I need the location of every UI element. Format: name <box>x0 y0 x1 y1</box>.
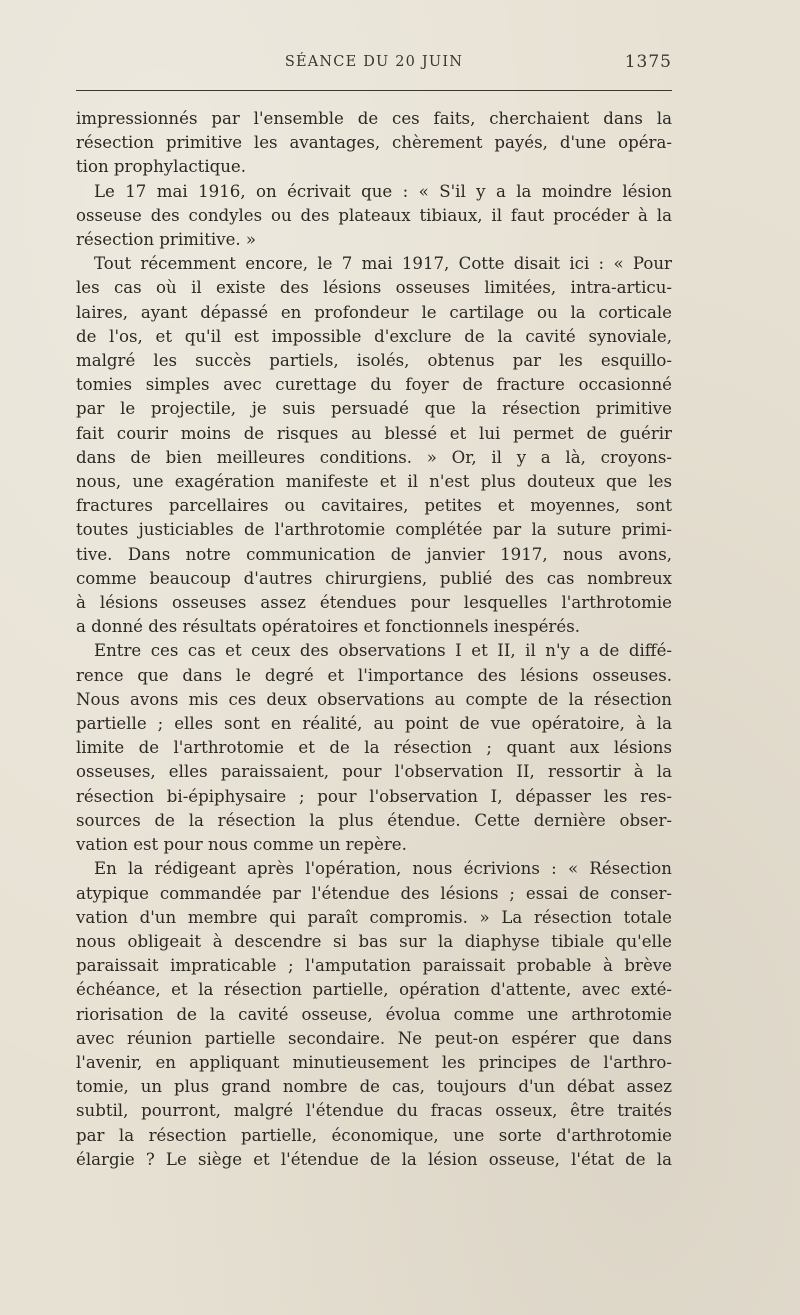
text-line: sources de la résection la plus étendue. Cette dernière obser- <box>76 810 672 830</box>
text-line: nous obligeait à descendre si bas sur la diaphyse tibiale qu'elle <box>76 931 672 951</box>
book-page <box>76 48 672 1172</box>
text-line: dans de bien meilleures conditions. » Or, il y a là, croyons- <box>76 447 672 467</box>
text-line: résection bi-épiphysaire ; pour l'observation I, dépasser les res- <box>76 786 672 806</box>
text-line: laires, ayant dépassé en profondeur le cartilage ou la corticale <box>76 302 672 322</box>
text-line: limite de l'arthrotomie et de la résection ; quant aux lésions <box>76 738 672 758</box>
running-title: SÉANCE DU 20 JUIN <box>284 54 464 70</box>
text-line: riorisation de la cavité osseuse, évolua comme une arthrotomie <box>76 1004 672 1024</box>
text-line: tomies simples avec curettage du foyer de fracture occasionné <box>76 375 672 395</box>
text-line: avec réunion partielle secondaire. Ne peut-on espérer que dans <box>76 1028 672 1048</box>
text-line: nous, une exagération manifeste et il n'est plus douteux que les <box>76 472 672 492</box>
text-line: élargie ? Le siège et l'étendue de la lésion osseuse, l'état de la <box>76 1149 672 1169</box>
text-line: impressionnés par l'ensemble de ces faits, cherchaient dans la <box>76 109 672 128</box>
text-line: Entre ces cas et ceux des observations I et II, il n'y a de diffé- <box>94 641 672 661</box>
text-line: partielle ; elles sont en réalité, au point de vue opératoire, à la <box>76 714 672 734</box>
text-line: de l'os, et qu'il est impossible d'exclure de la cavité synoviale, <box>76 326 672 346</box>
text-line: l'avenir, en appliquant minutieusement les principes de l'arthro- <box>76 1052 672 1072</box>
text-line: paraissait impraticable ; l'amputation paraissait probable à brève <box>76 956 672 976</box>
text-line: tion prophylactique. <box>76 157 247 177</box>
text-line: par le projectile, je suis persuadé que la résection primitive <box>76 399 672 419</box>
text-line: atypique commandée par l'étendue des lésions ; essai de conser- <box>76 883 672 903</box>
header-rule <box>76 90 672 91</box>
text-line: à lésions osseuses assez étendues pour lesquelles l'arthrotomie <box>76 593 672 613</box>
text-line: fait courir moins de risques au blessé et lui permet de guérir <box>76 423 672 443</box>
text-line: tomie, un plus grand nombre de cas, toujours d'un débat assez <box>76 1077 672 1097</box>
text-line: Nous avons mis ces deux observations au compte de la résection <box>76 689 672 709</box>
text-line: toutes justiciables de l'arthrotomie complétée par la suture primi- <box>76 520 672 540</box>
body-text <box>76 107 672 1172</box>
text-line: osseuse des condyles ou des plateaux tibiaux, il faut procéder à la <box>76 205 672 225</box>
text-line: tive. Dans notre communication de janvier 1917, nous avons, <box>76 544 672 564</box>
text-line: par la résection partielle, économique, une sorte d'arthrotomie <box>76 1125 672 1145</box>
text-line: vation d'un membre qui paraît compromis. » La résection totale <box>76 907 672 927</box>
text-line: les cas où il existe des lésions osseuses limitées, intra-articu- <box>76 278 672 298</box>
text-line: vation est pour nous comme un repère. <box>76 835 407 855</box>
text-line: malgré les succès partiels, isolés, obtenus par les esquillo- <box>76 351 672 371</box>
running-head <box>76 48 672 78</box>
text-line: Tout récemment encore, le 7 mai 1917, Cotte disait ici : « Pour <box>94 254 672 274</box>
text-line: fractures parcellaires ou cavitaires, petites et moyennes, sont <box>76 496 672 516</box>
text-line: rence que dans le degré et l'importance des lésions osseuses. <box>76 665 672 685</box>
text-line: échéance, et la résection partielle, opération d'attente, avec exté- <box>76 980 672 1000</box>
text-line: osseuses, elles paraissaient, pour l'observation II, ressortir à la <box>76 762 672 782</box>
text-line: Le 17 mai 1916, on écrivait que : « S'il y a la moindre lésion <box>94 181 672 201</box>
text-line: subtil, pourront, malgré l'étendue du fracas osseux, être traités <box>76 1101 672 1121</box>
text-line: a donné des résultats opératoires et fonctionnels inespérés. <box>76 617 580 637</box>
text-line: résection primitive les avantages, chèrement payés, d'une opéra- <box>76 133 672 153</box>
text-line: résection primitive. » <box>76 230 257 250</box>
text-line: En la rédigeant après l'opération, nous écrivions : « Résection <box>94 859 672 879</box>
text-line: comme beaucoup d'autres chirurgiens, publié des cas nombreux <box>76 568 672 588</box>
page-number: 1375 <box>624 52 672 72</box>
